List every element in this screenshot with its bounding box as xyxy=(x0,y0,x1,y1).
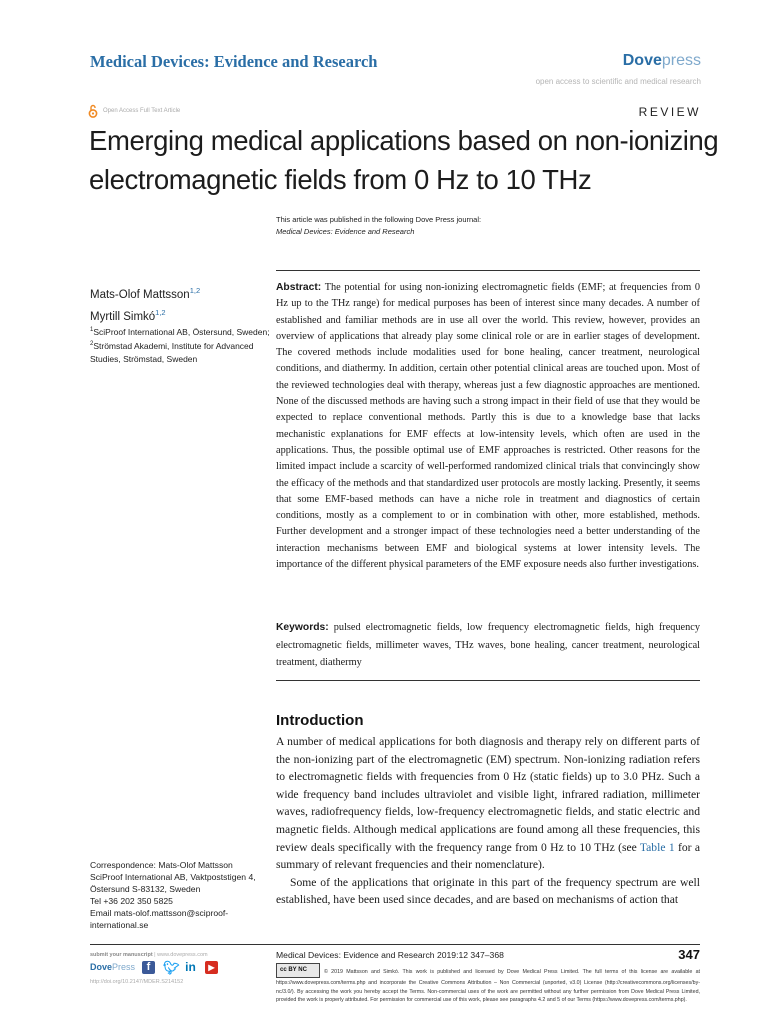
article-title: Emerging medical applications based on non-ionizing electromagnetic fields from 0 Hz to 10 THz xyxy=(89,125,719,195)
publisher-tagline: open access to scientific and medical research xyxy=(535,77,701,86)
publication-note xyxy=(276,214,481,238)
correspondence-line: Östersund S-83132, Sweden xyxy=(90,884,201,895)
footer-brand-press: Press xyxy=(112,962,136,972)
footer-rule xyxy=(90,944,700,945)
page-number: 347 xyxy=(678,947,700,962)
license-block xyxy=(276,964,700,1005)
author-1[interactable] xyxy=(90,282,200,304)
affiliations xyxy=(90,324,270,365)
open-access-icon xyxy=(88,104,98,118)
abstract-text: The potential for using non-ionizing electromagnetic fields (EMF; at frequencies from 0 Hz up to the THz range) for medical purposes has been of interest since many decades. A number of established and familiar methods are in use all over the world. This review, however, provides an overview of applications that already play some clinical role or are in earlier stages of development. The covered methods include modalities used for bone healing, cancer treatment, neurological conditions, and diathermy. In addition, certain other potential clinical areas are touched upon. Most of the reviewed technologies deal with therapy, whereas just a few diagnostic approaches are mentioned. None of the discussed methods are having such a strong impact in their field of use that they would be expected to replace conventional methods. Partly this is due to a knowledge base that lacks mechanistic explanations for EMF effects at low-intensity levels, which often are used in the applications. Thus, the possible optimal use of EMF approaches is restricted. Other reasons for the limited impact include a scarcity of well-performed randomized clinical trials that convincingly show the efficacy of the methods and that standardized user protocols are mostly lacking. Presently, it seems that some EMF-based methods can have a niche role in treatment and diagnostics of certain conditions, mostly as a complement to or in combination with other, more established, methods. Further development and a stronger impact of these technologies need a better understanding of the interaction mechanisms between EMF and biological systems at lower intensity levels. The importance of the different physical parameters of the EMF exposure needs also further investigations. xyxy=(276,282,701,571)
article-type: REVIEW xyxy=(638,105,701,119)
keywords-text: pulsed electromagnetic fields, low frequency electromagnetic fields, high frequency electromagnetic fields, millimeter waves, THz waves, bone healing, cancer treatment, neurological treatment, diathermy xyxy=(276,622,700,668)
table-1-link[interactable]: Table 1 xyxy=(639,840,675,854)
dovepress-logo[interactable] xyxy=(623,52,701,70)
journal-name[interactable]: Medical Devices: Evidence and Research xyxy=(90,52,378,71)
correspondence xyxy=(90,859,275,932)
author-name: Mats-Olof Mattsson xyxy=(90,288,190,301)
footer-citation: Medical Devices: Evidence and Research 2019:12 347–368 xyxy=(276,950,504,960)
submit-manuscript[interactable]: submit your manuscript | www.dovepress.com xyxy=(90,952,208,958)
abstract-label: Abstract: xyxy=(276,282,322,293)
submit-url: www.dovepress.com xyxy=(157,952,208,958)
keywords-label: Keywords: xyxy=(276,622,329,633)
author-list xyxy=(90,282,200,326)
intro-paragraph-1 xyxy=(276,733,700,874)
author-name: Myrtill Simkó xyxy=(90,310,156,323)
author-2[interactable] xyxy=(90,304,200,326)
open-access-badge xyxy=(88,104,180,118)
doi-link[interactable]: http://doi.org/10.2147/MDER.S214152 xyxy=(90,979,184,985)
brand-press: press xyxy=(661,52,701,69)
open-access-label: Open Access Full Text Article xyxy=(103,108,181,114)
footer-dovepress-logo[interactable] xyxy=(90,962,135,972)
license-text: © 2019 Mattsson and Simkó. This work is published and licensed by Dove Medical Press Limited. The full terms of this license are available at https://www.dovepress.com/terms.php and incorporate the Creative Commons Attribution – Non Commercial (unported, v3.0) License (http://creativecommons.org/licenses/by-nc/3.0/). By accessing the work you hereby accept the Terms. Non-commercial uses of the work are permitted without any further permission from Dove Medical Press Limited, provided the work is properly attributed. For permission for commercial use of this work, please see paragraphs 4.2 and 5 of our Terms (https://www.dovepress.com/terms.php). xyxy=(276,968,700,1004)
correspondence-line: SciProof International AB, Vaktpoststigen 4, xyxy=(90,872,256,883)
introduction-body xyxy=(276,733,700,909)
youtube-icon[interactable]: ▶ xyxy=(205,961,218,974)
abstract xyxy=(276,280,700,573)
brand-main: Dove xyxy=(622,52,662,69)
published-journal-link[interactable]: Medical Devices: Evidence and Research xyxy=(276,227,415,236)
author-affil-sup: 1,2 xyxy=(189,286,201,295)
affil-sup: 2 xyxy=(90,341,94,348)
abstract-bottom-rule xyxy=(276,680,700,681)
twitter-icon[interactable]: 🐦︎ xyxy=(163,960,180,975)
correspondence-line: Tel +36 202 350 5825 xyxy=(90,896,173,907)
correspondence-email[interactable]: Email mats-olof.mattsson@sciproof- xyxy=(90,908,229,919)
affil-sup: 1 xyxy=(90,327,94,333)
intro-text: A number of medical applications for both diagnosis and therapy rely on different parts of the non-ionizing part of the electromagnetic (EM) spectrum. Non-ionizing radiation refers to electromagnetic fields with frequencies from 0 Hz (static fields) up to 3.0 PHz. Such a wide frequency band includes ultraviolet and visible light, infrared radiation, millimeter waves, radiofrequency fields, low-frequency electromagnetic fields, and static electric and magnetic fields. Although medical applications are found among all these frequencies, this review deals specifically with the frequency range from 0 Hz to 10 THz (see xyxy=(276,735,700,854)
intro-text: for a summary of relevant frequencies and their nomenclature). xyxy=(276,840,700,872)
intro-paragraph-2: Some of the applications that originate in this part of the frequency spectrum are well established, have been used since decades, and are based on mechanisms of action that xyxy=(276,875,700,907)
cc-badge-label: cc BY NC xyxy=(280,967,307,973)
introduction-heading: Introduction xyxy=(276,712,364,729)
facebook-icon[interactable]: f xyxy=(142,961,155,974)
correspondence-email-cont[interactable]: international.se xyxy=(90,920,149,931)
author-affil-sup: 1,2 xyxy=(155,307,166,317)
cc-license-icon[interactable] xyxy=(276,963,320,978)
linkedin-icon[interactable]: in xyxy=(185,960,196,974)
correspondence-line: Correspondence: Mats-Olof Mattsson xyxy=(90,860,233,870)
submit-label: submit your manuscript xyxy=(90,952,153,958)
footer-brand-main: Dove xyxy=(90,962,113,972)
affil-text: Strömstad Akademi, Institute for Advanced Studies, Strömstad, Sweden xyxy=(90,341,254,364)
keywords xyxy=(276,619,700,672)
published-note: This article was published in the following Dove Press journal: xyxy=(276,215,482,224)
affil-text: SciProof International AB, Östersund, Sweden; xyxy=(93,326,270,337)
abstract-top-rule xyxy=(276,270,700,271)
social-links xyxy=(142,961,218,974)
